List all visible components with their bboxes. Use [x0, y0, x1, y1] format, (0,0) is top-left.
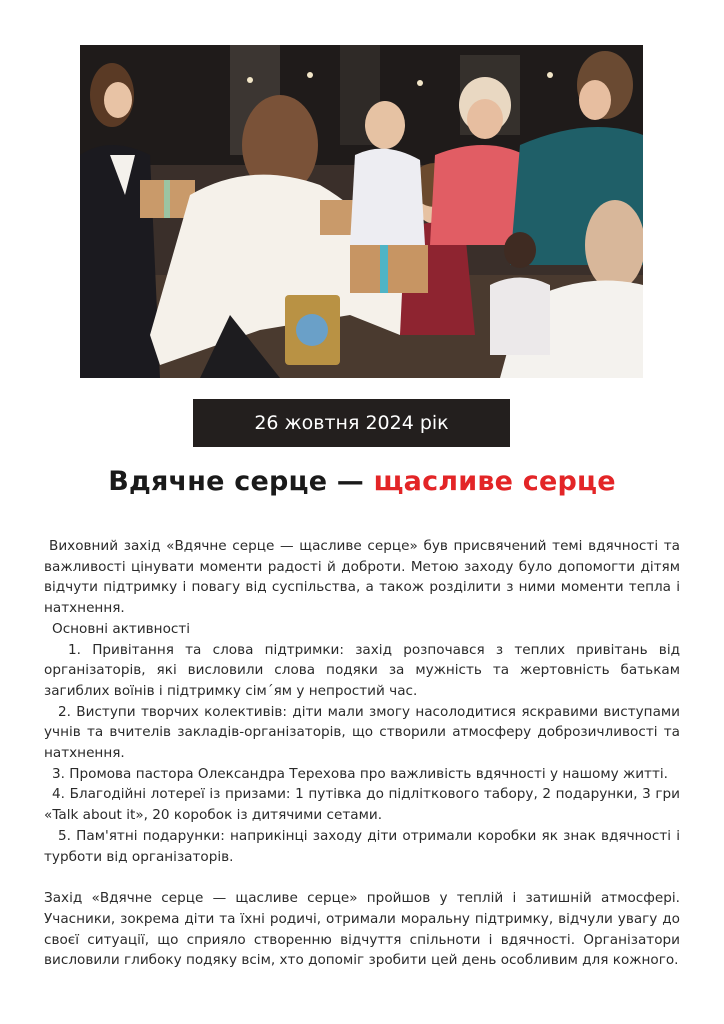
activity-item-3: 3. Промова пастора Олександра Терехова про важливість вдячності у нашому житті. [52, 765, 668, 782]
activity-item-4: 4. Благодійні лотереї із призами: 1 путівка до підліткового табору, 2 подарунки, 3 гри «Talk about it», 20 коробок із дитячими сетами. [44, 786, 680, 824]
activity-item-5: 5. Пам'ятні подарунки: наприкінці заходу діти отримали коробки як знак вдячності і турботи від організаторів. [44, 827, 680, 865]
date-banner [193, 399, 510, 447]
page-title [0, 466, 724, 497]
paragraph-spacer [44, 867, 680, 888]
activity-item-1: 1. Привітання та слова підтримки: захід розпочався з теплих привітань від організаторів, які висловили слова подяки за мужність та жертовність батькам загиблих воїнів і підтримку сім´ям у непростий час. [44, 641, 680, 699]
title-part-accent: щасливе серце [373, 466, 616, 497]
event-date: 26 жовтня 2024 рік [254, 412, 449, 434]
event-photo-illustration [80, 45, 643, 378]
conclusion-paragraph: Захід «Вдячне серце — щасливе серце» пройшов у теплій і затишній атмосфері. Учасники, зокрема діти та їхні родичі, отримали моральну підтримку, відчули увагу до своєї ситуації, що сприяло створенню відчуття спільноти і вдячності. Організатори висловили глибоку подяку всім, хто допоміг зробити цей день особливим для кожного. [44, 890, 680, 969]
activities-heading: Основні активності [52, 620, 191, 637]
title-part-dark: Вдячне серце — [108, 466, 374, 497]
article-body [44, 536, 680, 971]
event-photo [80, 45, 643, 378]
intro-paragraph: Виховний захід «Вдячне серце — щасливе серце» був присвячений темі вдячності та важливості цінувати моменти радості й доброти. Метою заходу було допомогти дітям відчути підтримку і повагу від суспільства, а також розділити з ними моменти тепла і натхнення. [44, 538, 680, 617]
activity-item-2: 2. Виступи творчих колективів: діти мали змогу насолодитися яскравими виступами учнів та вчителів закладів-організаторів, що створили атмосферу доброзичливості та натхнення. [44, 703, 680, 762]
